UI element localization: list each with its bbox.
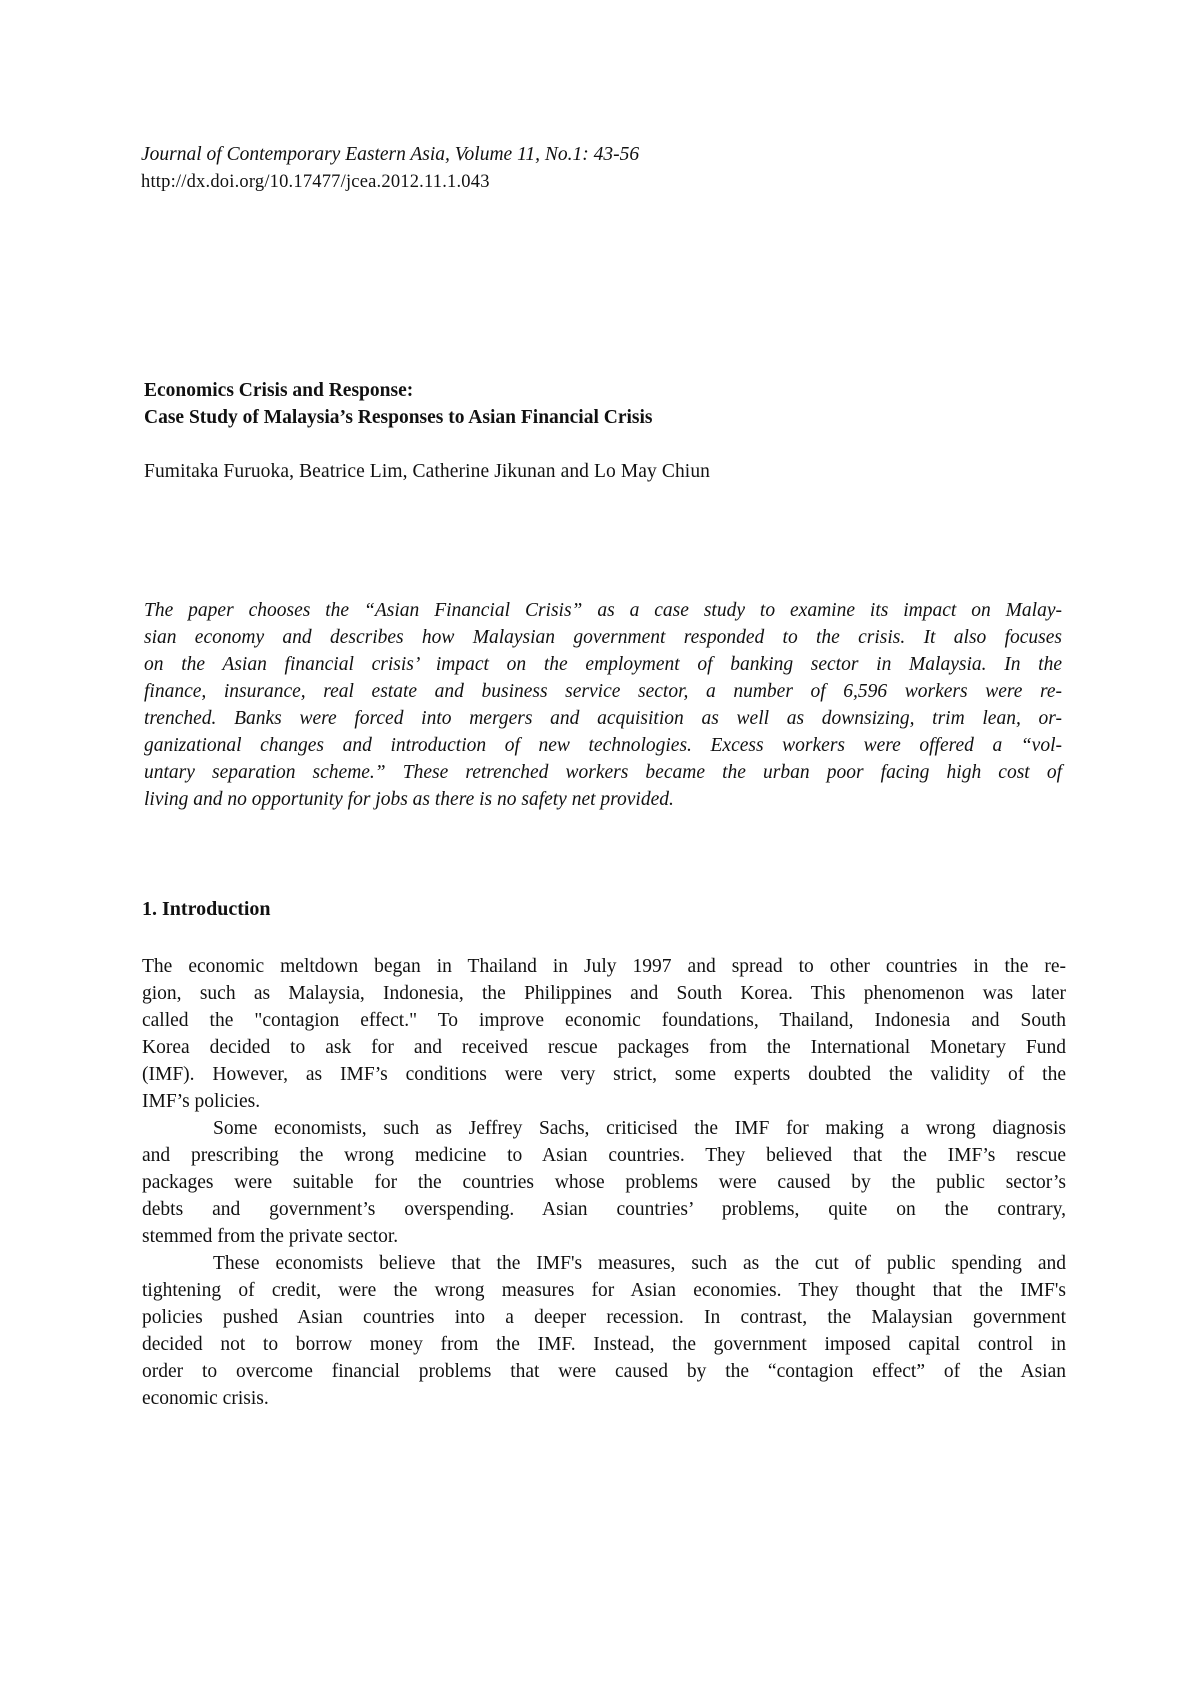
doi-link[interactable]: http://dx.doi.org/10.17477/jcea.2012.11.1.043 [141, 172, 490, 192]
abstract-line: on the Asian financial crisis’ impact on the employment of banking sector in Malaysia. In the [144, 654, 1062, 675]
body-line: and prescribing the wrong medicine to Asian countries. They believed that the IMF’s rescue [142, 1145, 1066, 1166]
body-line: order to overcome financial problems that were caused by the “contagion effect” of the Asian [142, 1361, 1066, 1382]
abstract-line: sian economy and describes how Malaysian government responded to the crisis. It also focuses [144, 627, 1062, 648]
body-line: economic crisis. [142, 1388, 269, 1409]
abstract-line: living and no opportunity for jobs as there is no safety net provided. [144, 789, 674, 810]
body-line: decided not to borrow money from the IMF. Instead, the government imposed capital control in [142, 1334, 1066, 1355]
body-line: These economists believe that the IMF's measures, such as the cut of public spending and [213, 1253, 1066, 1274]
abstract [144, 597, 1062, 813]
body-line: Korea decided to ask for and received rescue packages from the International Monetary Fund [142, 1037, 1066, 1058]
abstract-line: untary separation scheme.” These retrenched workers became the urban poor facing high cost of [144, 762, 1062, 783]
body-line: gion, such as Malaysia, Indonesia, the Philippines and South Korea. This phenomenon was later [142, 983, 1066, 1004]
body-line: policies pushed Asian countries into a deeper recession. In contrast, the Malaysian government [142, 1307, 1066, 1328]
title-line: Economics Crisis and Response: [144, 380, 414, 401]
author-list: Fumitaka Furuoka, Beatrice Lim, Catherine Jikunan and Lo May Chiun [144, 461, 711, 482]
body-line: The economic meltdown began in Thailand in July 1997 and spread to other countries in the re- [142, 956, 1066, 977]
body-line: called the "contagion effect." To improve economic foundations, Thailand, Indonesia and South [142, 1010, 1066, 1031]
body-line: IMF’s policies. [142, 1091, 261, 1112]
body-line: stemmed from the private sector. [142, 1226, 399, 1247]
abstract-line: The paper chooses the “Asian Financial Crisis” as a case study to examine its impact on Malay- [144, 600, 1062, 621]
journal-citation: Journal of Contemporary Eastern Asia, Volume 11, No.1: 43-56 [141, 144, 640, 165]
abstract-line: ganizational changes and introduction of new technologies. Excess workers were offered a “vol- [144, 735, 1062, 756]
section-heading: 1. Introduction [142, 898, 271, 920]
body-line: Some economists, such as Jeffrey Sachs, criticised the IMF for making a wrong diagnosis [213, 1118, 1066, 1139]
subtitle-line: Case Study of Malaysia’s Responses to Asian Financial Crisis [144, 407, 653, 428]
body-line: debts and government’s overspending. Asian countries’ problems, quite on the contrary, [142, 1199, 1066, 1220]
section-body [142, 953, 1066, 1412]
body-line: packages were suitable for the countries whose problems were caused by the public sector’s [142, 1172, 1066, 1193]
body-line: tightening of credit, were the wrong measures for Asian economies. They thought that the IMF's [142, 1280, 1066, 1301]
abstract-line: trenched. Banks were forced into mergers and acquisition as well as downsizing, trim lean, or- [144, 708, 1062, 729]
paper-title [144, 377, 653, 431]
abstract-line: finance, insurance, real estate and business service sector, a number of 6,596 workers were re- [144, 681, 1062, 702]
body-line: (IMF). However, as IMF’s conditions were very strict, some experts doubted the validity of the [142, 1064, 1066, 1085]
